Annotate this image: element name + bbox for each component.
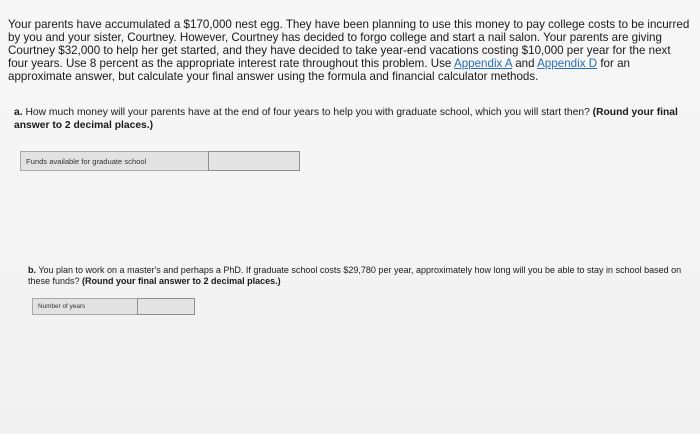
problem-text: Your parents have accumulated a $170,000 nest egg. They have been planning to use this money to pay college costs to be incurred by you and your sister, Courtney. However, Courtney has decided to forgo college and start a nail salon. Your parents are giving Courtney $32,000 to help her get started, and they have decided to take year-end vacations costing $10,000 per year for the next four years. Use 8 percent as the appropriate interest rate throughout this problem. Use (8, 18, 690, 70)
answer-row-b (32, 298, 195, 315)
question-a (14, 107, 690, 132)
question-a-text: How much money will your parents have at the end of four years to help you with graduate school, which you will start then? (22, 107, 593, 118)
question-a-instruction: (Round your final answer to 2 decimal places.) (14, 107, 678, 131)
appendix-a-link[interactable]: Appendix A (453, 57, 512, 70)
number-of-years-label: Number of years (32, 298, 137, 315)
question-a-prefix: a. (14, 107, 23, 118)
question-b (28, 265, 688, 287)
appendix-d-link[interactable]: Appendix D (537, 57, 598, 70)
question-b-instruction: (Round your final answer to 2 decimal places.) (82, 276, 281, 286)
funds-available-label: Funds available for graduate school (20, 151, 208, 171)
problem-text-and: and (512, 57, 538, 70)
funds-available-input[interactable] (208, 151, 300, 171)
answer-row-a (20, 151, 300, 171)
number-of-years-input[interactable] (137, 298, 195, 315)
problem-text-end: for an approximate answer, but calculate your final answer using the formula and financial calculator methods. (8, 57, 630, 83)
problem-statement (8, 18, 692, 83)
question-b-text: You plan to work on a master's and perhaps a PhD. If graduate school costs $29,780 per year, approximately how long will you be able to stay in school based on these funds? (28, 265, 682, 286)
question-b-prefix: b. (28, 265, 36, 275)
